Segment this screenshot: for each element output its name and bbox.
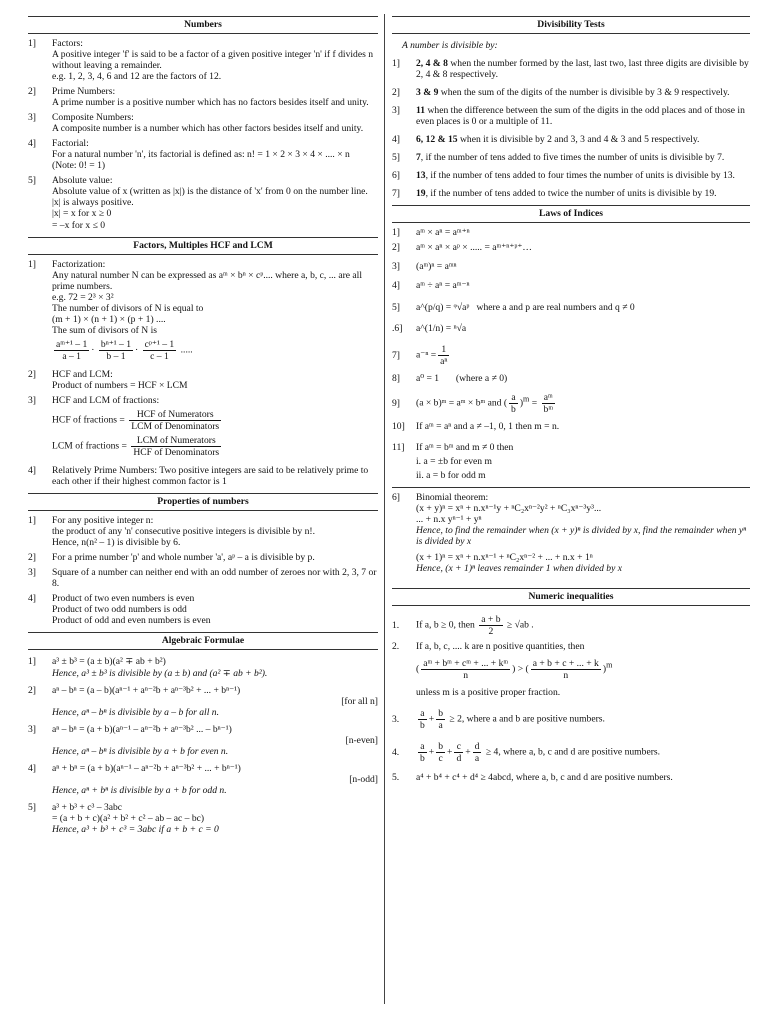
item-line: Absolute value of x (written as |x|) is the distance of 'x' from 0 on the number line. |x| is always positive. xyxy=(52,186,368,209)
item-line: the product of any 'n' consecutive positive integers is divisible by n!. xyxy=(52,526,315,538)
item-line: 6, 12 & 15 when it is divisible by 2 and 3, 3 and 4 & 3 and 5 respectively. xyxy=(416,134,700,146)
divisor-label: 2, 4 & 8 xyxy=(416,58,448,70)
divisibility-item xyxy=(392,134,750,145)
divisibility-intro: A number is divisible by: xyxy=(402,40,498,52)
item-number: 7] xyxy=(392,188,400,200)
divisor-label: 19 xyxy=(416,188,426,200)
item-line: A composite number is a number which has other factors besides itself and unity. xyxy=(52,123,364,135)
hcf-lcm-item: 2] HCF and LCM: Product of numbers = HCF × LCM xyxy=(28,368,188,391)
item-number: 4] xyxy=(28,762,36,774)
item-number: 4] xyxy=(392,134,400,146)
section-title-factors: Factors, Multiples HCF and LCM xyxy=(28,237,378,255)
formula-note: Hence, aⁿ – bⁿ is divisible by a – b for all n. xyxy=(52,706,219,718)
item-number: 3] xyxy=(28,112,36,124)
divisibility-item xyxy=(392,152,750,163)
formula-line: aⁿ + bⁿ = (a + b)(aⁿ⁻¹ – aⁿ⁻²b + aⁿ⁻³b² + ... + bⁿ⁻¹) xyxy=(52,762,241,774)
inequalities-list: 1. If a, b ≥ 0, then $\frac{a + b}{2}$ ≥ √ab . 2. If a, b, c, .... k are n positive quantities, then ( $\frac{\text{aᵐ + bᵐ + cᵐ + ... + kᵐ}}{n}$ ) > ( $\frac{a + b + c + ... + k}{n}$ )$^m$ unless m is a positive proper fraction. 3. $\frac{a}{b}$ + $\frac{b}{a}$ ≥ 2, where a and b are positive numbers. 4. $\frac{a}{b}$ + $\frac{b}{c}$ + $\frac{c}{d}$ + $\frac{d}{a}$ ≥ 4, where a, b, c and d are positive numbers. 5. a⁴ + b⁴ + c⁴ + d⁴ ≥ 4abcd, where a, b, c and d are positive numbers. xyxy=(392,614,673,784)
divisibility-list xyxy=(392,58,750,199)
item-body xyxy=(416,170,750,181)
column-divider xyxy=(384,14,385,1004)
item-heading: Prime Numbers: xyxy=(52,86,116,98)
indices-list: 1] aᵐ × aⁿ = aᵐ⁺ⁿ 2] aᵐ × aⁿ × aᵖ × ..... = aᵐ⁺ⁿ⁺ᵖ⁺… 3] (aᵐ)ⁿ = aᵐⁿ 4] aᵐ ÷ aⁿ = aᵐ⁻ⁿ 5] a^(p/q) = ᵠ√aᵖ where a and p are real numbers and q ≠ 0 .6] a^(1/n) = ⁿ√a 7] a⁻ⁿ = $\frac{1}{\text{aⁿ}}$ 8] a⁰ = 1 (where a ≠ 0) 9] (a × b)ᵐ = aᵐ × bᵐ and ( $\frac{a}{b}$ )$^m$ = $\frac{\text{aᵐ}}{\text{bᵐ}}$ 10] If aᵐ = aⁿ and a ≠ –1, 0, 1 then m = n. 11] If aᵐ = bᵐ and m ≠ 0 then i. a = ±b for even m ii. a = b for odd m xyxy=(392,227,635,481)
item-number: 3] xyxy=(28,723,36,735)
item-number: 1] xyxy=(392,58,400,70)
section-title-indices: Laws of Indices xyxy=(392,205,750,223)
formula-item xyxy=(28,656,378,678)
item-body xyxy=(52,86,378,108)
item-line: For a natural number 'n', its factorial is defined as: n! = 1 × 2 × 3 × 4 × .... × n xyxy=(52,149,350,161)
formula-line: = (a + b + c)(a² + b² + c² – ab – ac – bc) xyxy=(52,812,205,824)
formula-tag: [n-even] xyxy=(345,734,378,746)
right-column xyxy=(392,16,750,1014)
item-number: 1] xyxy=(28,515,36,527)
item-number: 1] xyxy=(28,656,36,668)
divisibility-item xyxy=(392,170,750,181)
formula-item xyxy=(28,802,378,835)
item-body xyxy=(416,87,750,98)
item-line: = –x for x ≤ 0 xyxy=(52,219,106,231)
item-line: Square of a number can neither end with an odd number of zeroes nor with 2, 3, 7 or 8. xyxy=(52,567,377,590)
section-title-divisibility: Divisibility Tests xyxy=(392,16,750,34)
item-line: For any positive integer n: xyxy=(52,515,154,527)
item-body xyxy=(52,552,378,563)
property-item xyxy=(28,593,378,626)
item-number: 4] xyxy=(28,138,36,150)
numbers-list xyxy=(28,38,378,231)
formula-item xyxy=(28,685,378,718)
property-item xyxy=(28,567,378,589)
item-line: e.g. 1, 2, 3, 4, 6 and 12 are the factors of 12. xyxy=(52,71,222,83)
item-number: 5] xyxy=(392,152,400,164)
item-number: 2] xyxy=(392,87,400,99)
item-line: A prime number is a positive number which has no factors besides itself and unity. xyxy=(52,97,369,109)
formula-note: Hence, a³ ± b³ is divisible by (a ± b) and (a² ∓ ab + b²). xyxy=(52,667,268,679)
item-number: 2] xyxy=(28,552,36,564)
item-line: |x| = x for x ≥ 0 xyxy=(52,208,112,220)
item-body xyxy=(52,112,378,134)
formula-item xyxy=(28,724,378,757)
item-body xyxy=(416,105,750,127)
property-item xyxy=(28,552,378,563)
item-heading: Factors: xyxy=(52,38,83,50)
item-line: For a prime number 'p' and whole number 'a', aᵖ – a is divisible by p. xyxy=(52,552,315,564)
formula-tag: [for all n] xyxy=(341,695,378,707)
item-line: 3 & 9 when the sum of the digits of the number is divisible by 3 & 9 respectively. xyxy=(416,87,730,99)
item-line: 11 when the difference between the sum of the digits in the odd places and of those in even places is 0 or a multiple of 11. xyxy=(416,105,745,128)
item-body xyxy=(52,763,378,796)
item-body xyxy=(52,515,378,548)
item-heading: Composite Numbers: xyxy=(52,112,134,124)
factorization-item: 1] Factorization: Any natural number N can be expressed as aᵐ × bⁿ × cᵖ.... where a, b, c, ... are all prime numbers. e.g. 72 = 2³ × 3² The number of divisors of N is equal to (m + 1) × (n + 1) × (p + 1) .... The sum of divisors of N is $\frac{\text{aᵐ⁺¹ – 1}}{a - 1}$ · $\frac{\text{bⁿ⁺¹ – 1}}{b - 1}$ · $\frac{\text{cᵖ⁺¹ – 1}}{c - 1}$ ..... xyxy=(28,259,378,365)
formula-line: a³ ± b³ = (a ± b)(a² ∓ ab + b²) xyxy=(52,656,166,668)
divisibility-item xyxy=(392,87,750,98)
formula-note: Hence, a³ + b³ + c³ = 3abc if a + b + c = 0 xyxy=(52,823,219,835)
algebraic-list xyxy=(28,656,378,834)
item-body xyxy=(52,685,378,718)
formula-note: Hence, aⁿ – bⁿ is divisible by a + b for even n. xyxy=(52,745,229,757)
divisor-sum-formula: $\frac{\text{aᵐ⁺¹ – 1}}{a - 1}$ · $\frac{\text{bⁿ⁺¹ – 1}}{b - 1}$ · $\frac{\text{cᵖ⁺¹ – 1}}{c - 1}$ ..... xyxy=(56,338,193,362)
item-body xyxy=(416,134,750,145)
item-line: 7, if the number of tens added to five times the number of units is divisible by 7. xyxy=(416,152,725,164)
binomial-item: 6] Binomial theorem: (x + y)ⁿ = xⁿ + n.xⁿ⁻¹y + ⁿC₂xⁿ⁻²y² + ⁿC₃xⁿ⁻³y³... ... + n.x yⁿ⁻¹ + yⁿ Hence, to find the remainder when (x + y)ⁿ is divided by x, find the remainder when yⁿ is divided by x (x + 1)ⁿ = xⁿ + n.xⁿ⁻¹ + ⁿC₂xⁿ⁻² + ... + n.x + 1ⁿ Hence, (x + 1)ⁿ leaves remainder 1 when divided by x xyxy=(392,491,747,575)
divisor-label: 11 xyxy=(416,105,426,117)
item-number: 4] xyxy=(28,593,36,605)
item-line: 13, if the number of tens added to four times the number of units is divisible by 13. xyxy=(416,170,735,182)
item-body xyxy=(416,58,750,80)
section-title-inequalities: Numeric inequalities xyxy=(392,588,750,606)
divisor-label: 13 xyxy=(416,170,426,182)
formula-item xyxy=(28,763,378,796)
item-number: 1] xyxy=(28,38,36,50)
item-body xyxy=(52,656,378,678)
divisor-label: 3 & 9 xyxy=(416,87,439,99)
item-line: Hence, n(n² – 1) is divisible by 6. xyxy=(52,537,181,549)
item-line: Product of odd and even numbers is even xyxy=(52,615,211,627)
property-item xyxy=(28,515,378,548)
section-title-properties: Properties of numbers xyxy=(28,493,378,511)
relatively-prime-item: 4] Relatively Prime Numbers: Two positive integers are said to be relatively prime to each other if their highest common factor is 1 xyxy=(28,465,369,488)
formula-tag: [n-odd] xyxy=(349,773,378,785)
item-number: 2] xyxy=(28,684,36,696)
item-line: (Note: 0! = 1) xyxy=(52,160,106,172)
item-number: 5] xyxy=(28,801,36,813)
section-title-numbers: Numbers xyxy=(28,16,378,34)
item-body xyxy=(52,802,378,835)
divisibility-item xyxy=(392,188,750,199)
divisibility-item xyxy=(392,58,750,80)
section-title-algebraic: Algebraic Formulae xyxy=(28,632,378,650)
divisor-label: 7 xyxy=(416,152,421,164)
item-line: Product of two even numbers is even xyxy=(52,593,195,605)
hcf-lcm-fractions-item: 3] HCF and LCM of fractions: HCF of fractions = $\frac{\text{HCF of Numerators}}{\text{LCM of Denominators}}$ LCM of fractions = $\frac{\text{LCM of Numerators}}{\text{HCF of Denominators}}$ xyxy=(28,395,378,461)
item-number: 3] xyxy=(392,105,400,117)
formula-line: aⁿ – bⁿ = (a + b)(aⁿ⁻¹ – aⁿ⁻²b + aⁿ⁻³b² ... – bⁿ⁻¹) xyxy=(52,723,232,735)
lcm-fraction-formula: LCM of fractions = $\frac{\text{LCM of Numerators}}{\text{HCF of Denominators}}$ xyxy=(52,435,220,459)
numbers-item xyxy=(28,175,378,230)
item-body xyxy=(52,138,378,171)
item-body xyxy=(52,38,378,82)
item-body xyxy=(416,152,750,163)
numbers-item xyxy=(28,86,378,108)
properties-list xyxy=(28,515,378,626)
item-heading: Factorial: xyxy=(52,138,89,150)
numbers-item xyxy=(28,38,378,82)
item-line: Product of two odd numbers is odd xyxy=(52,604,187,616)
item-number: 3] xyxy=(28,567,36,579)
divisor-label: 6, 12 & 15 xyxy=(416,134,458,146)
item-number: 2] xyxy=(28,86,36,98)
item-line: A positive integer 'f' is said to be a factor of a given positive integer 'n' if f divides n without leaving a remainder. xyxy=(52,49,374,72)
item-body xyxy=(416,188,750,199)
item-line: 19, if the number of tens added to twice the number of units is divisible by 19. xyxy=(416,188,717,200)
item-body xyxy=(52,567,378,589)
item-body xyxy=(52,593,378,626)
formula-line: aⁿ – bⁿ = (a – b)(aⁿ⁻¹ + aⁿ⁻²b + aⁿ⁻³b² + ... + bⁿ⁻¹) xyxy=(52,684,241,696)
item-number: 6] xyxy=(392,170,400,182)
item-line: 2, 4 & 8 when the number formed by the last, last two, last three digits are divisible by 2, 4 & 8 respectively. xyxy=(416,58,749,81)
formula-note: Hence, aⁿ + bⁿ is divisible by a + b for odd n. xyxy=(52,784,227,796)
formula-line: a³ + b³ + c³ – 3abc xyxy=(52,801,123,813)
item-body xyxy=(52,724,378,757)
numbers-item xyxy=(28,138,378,171)
item-number: 5] xyxy=(28,175,36,187)
item-body xyxy=(52,175,378,230)
divisibility-item xyxy=(392,105,750,127)
numbers-item xyxy=(28,112,378,134)
left-column xyxy=(28,16,378,1014)
hcf-fraction-formula: HCF of fractions = $\frac{\text{HCF of Numerators}}{\text{LCM of Denominators}}$ xyxy=(52,408,220,432)
item-heading: Absolute value: xyxy=(52,175,113,187)
